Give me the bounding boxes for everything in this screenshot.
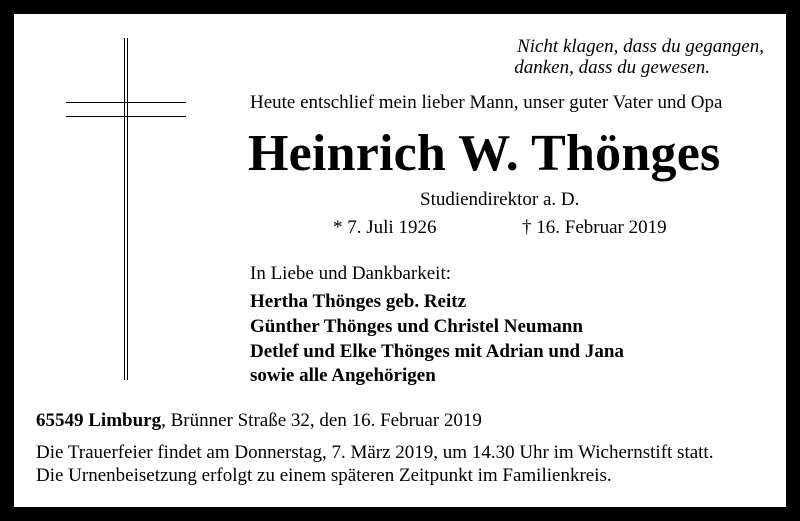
intro-text: Heute entschlief mein lieber Mann, unser guter Vater und Opa <box>250 92 723 113</box>
birth-date: * 7. Juli 1926 <box>333 217 437 238</box>
death-date: † 16. Februar 2019 <box>522 217 667 238</box>
motto-line-1: Nicht klagen, dass du gegangen, <box>517 36 764 57</box>
family-member: Hertha Thönges geb. Reitz <box>250 291 467 312</box>
thanks-line: In Liebe und Dankbarkeit: <box>250 263 452 284</box>
burial-info: Die Urnenbeisetzung erfolgt zu einem späteren Zeitpunkt im Familienkreis. <box>36 465 612 486</box>
deceased-name: Heinrich W. Thönges <box>248 125 721 182</box>
ceremony-info: Die Trauerfeier findet am Donnerstag, 7. März 2019, um 14.30 Uhr im Wichernstift statt. <box>36 442 714 463</box>
deceased-title: Studiendirektor a. D. <box>420 189 580 210</box>
cross-icon-horizontal <box>66 102 186 117</box>
motto-line-2: danken, dass du gewesen. <box>514 57 710 78</box>
family-member: Günther Thönges und Christel Neumann <box>250 316 583 337</box>
address-line <box>36 411 482 430</box>
address-city: 65549 Limburg <box>36 410 162 431</box>
family-member: Detlef und Elke Thönges mit Adrian und Jana <box>250 341 624 362</box>
family-member: sowie alle Angehörigen <box>250 365 436 386</box>
address-rest: , Brünner Straße 32, den 16. Februar 2019 <box>161 410 482 431</box>
cross-icon-vertical <box>124 38 128 380</box>
